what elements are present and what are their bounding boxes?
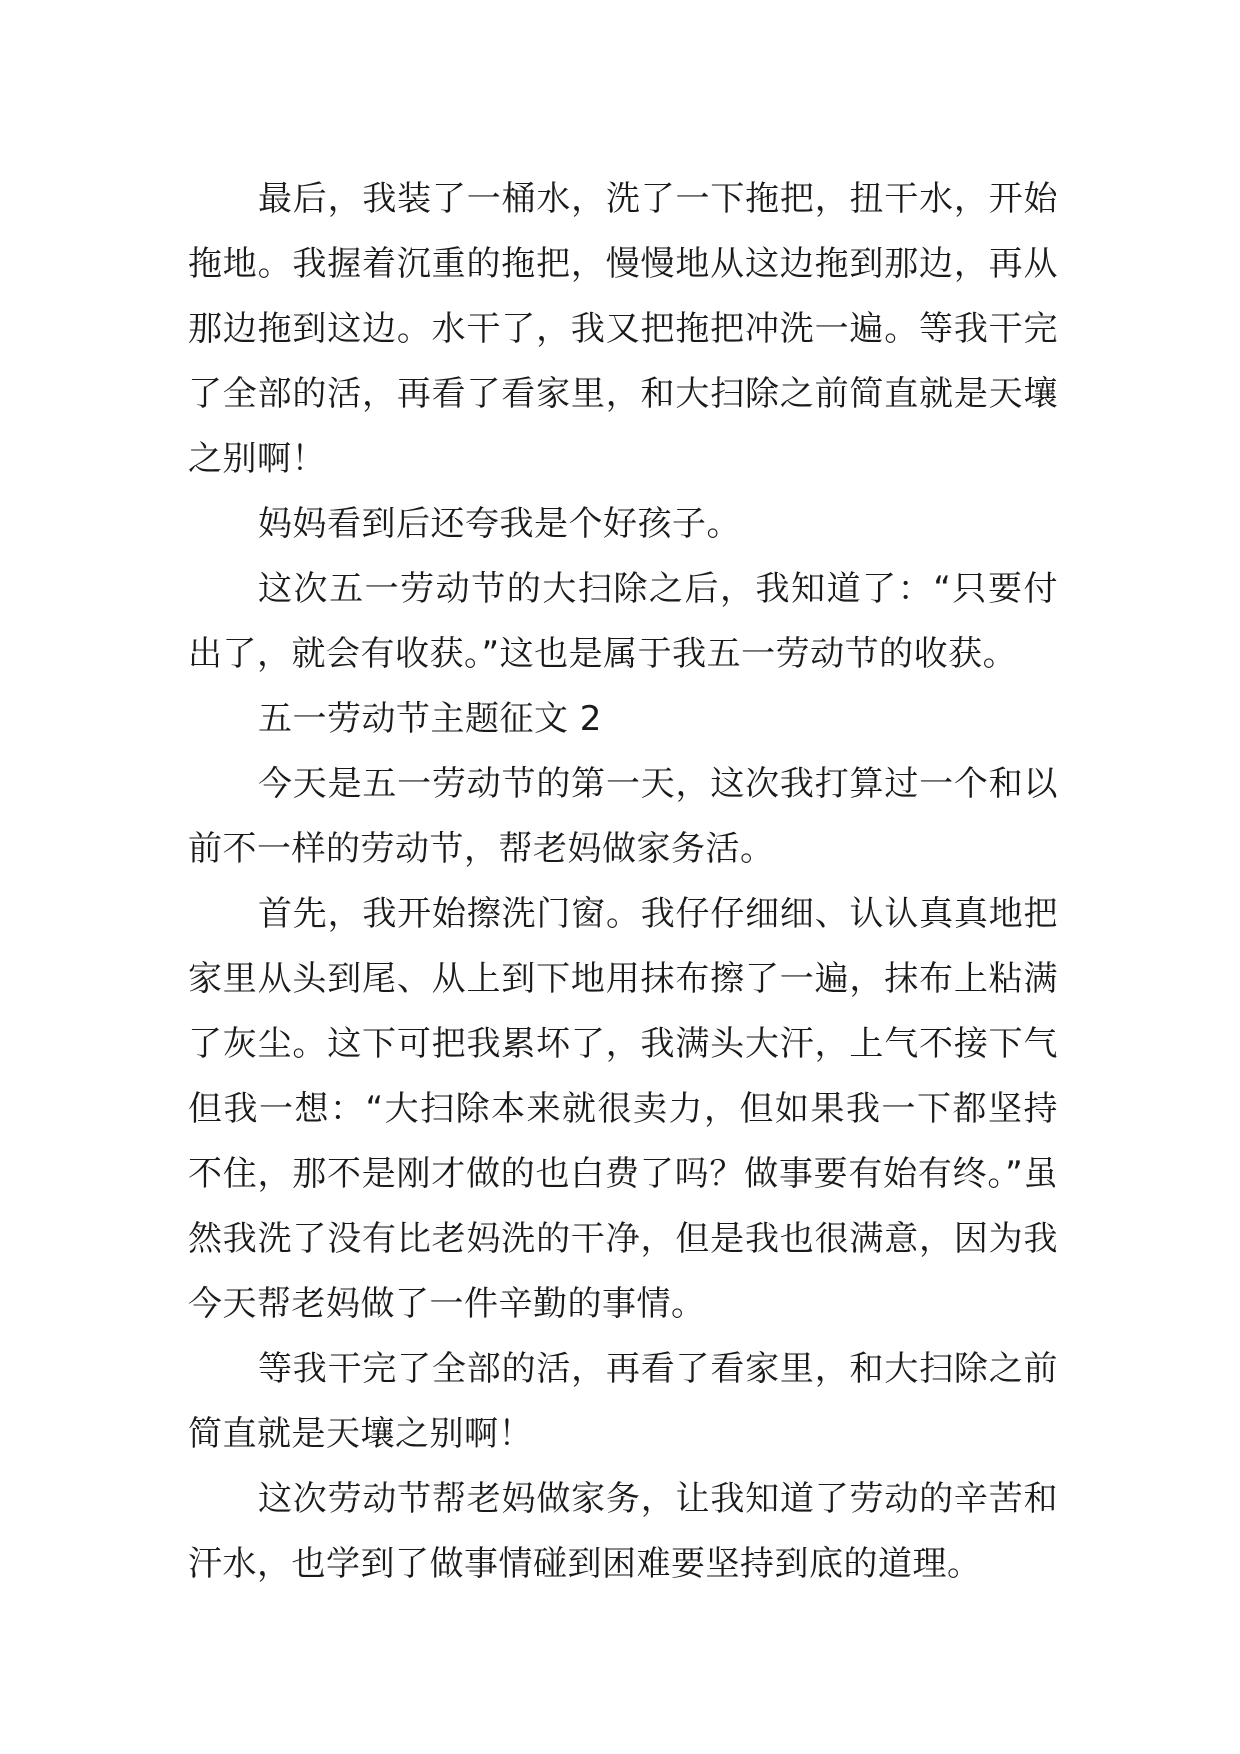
- section-heading: 五一劳动节主题征文 2: [258, 699, 602, 739]
- paragraph: 妈妈看到后还夸我是个好孩子。: [258, 504, 741, 544]
- paragraph: 这次劳动节帮老妈做家务，让我知道了劳动的辛苦和汗水，也学到了做事情碰到困难要坚持到底的道理。: [188, 1479, 1058, 1584]
- paragraph: 等我干完了全部的活，再看了看家里，和大扫除之前简直就是天壤之别啊！: [188, 1349, 1058, 1454]
- paragraph: 最后，我装了一桶水，洗了一下拖把，扭干水，开始拖地。我握着沉重的拖把，慢慢地从这边拖到那边，再从那边拖到这边。水干了，我又把拖把冲洗一遍。等我干完了全部的活，再看了看家里，和大扫除之前简直就是天壤之别啊！: [188, 179, 1058, 479]
- document-body: [188, 167, 1058, 1597]
- paragraph: 今天是五一劳动节的第一天，这次我打算过一个和以前不一样的劳动节，帮老妈做家务活。: [188, 764, 1058, 869]
- paragraph: 这次五一劳动节的大扫除之后，我知道了：“只要付出了，就会有收获。”这也是属于我五一劳动节的收获。: [188, 569, 1058, 674]
- paragraph: 首先，我开始擦洗门窗。我仔仔细细、认认真真地把家里从头到尾、从上到下地用抹布擦了一遍，抹布上粘满了灰尘。这下可把我累坏了，我满头大汗，上气不接下气但我一想：“大扫除本来就很卖力，但如果我一下都坚持不住，那不是刚才做的也白费了吗？做事要有始有终。”虽然我洗了没有比老妈洗的干净，但是我也很满意，因为我今天帮老妈做了一件辛勤的事情。: [188, 894, 1058, 1324]
